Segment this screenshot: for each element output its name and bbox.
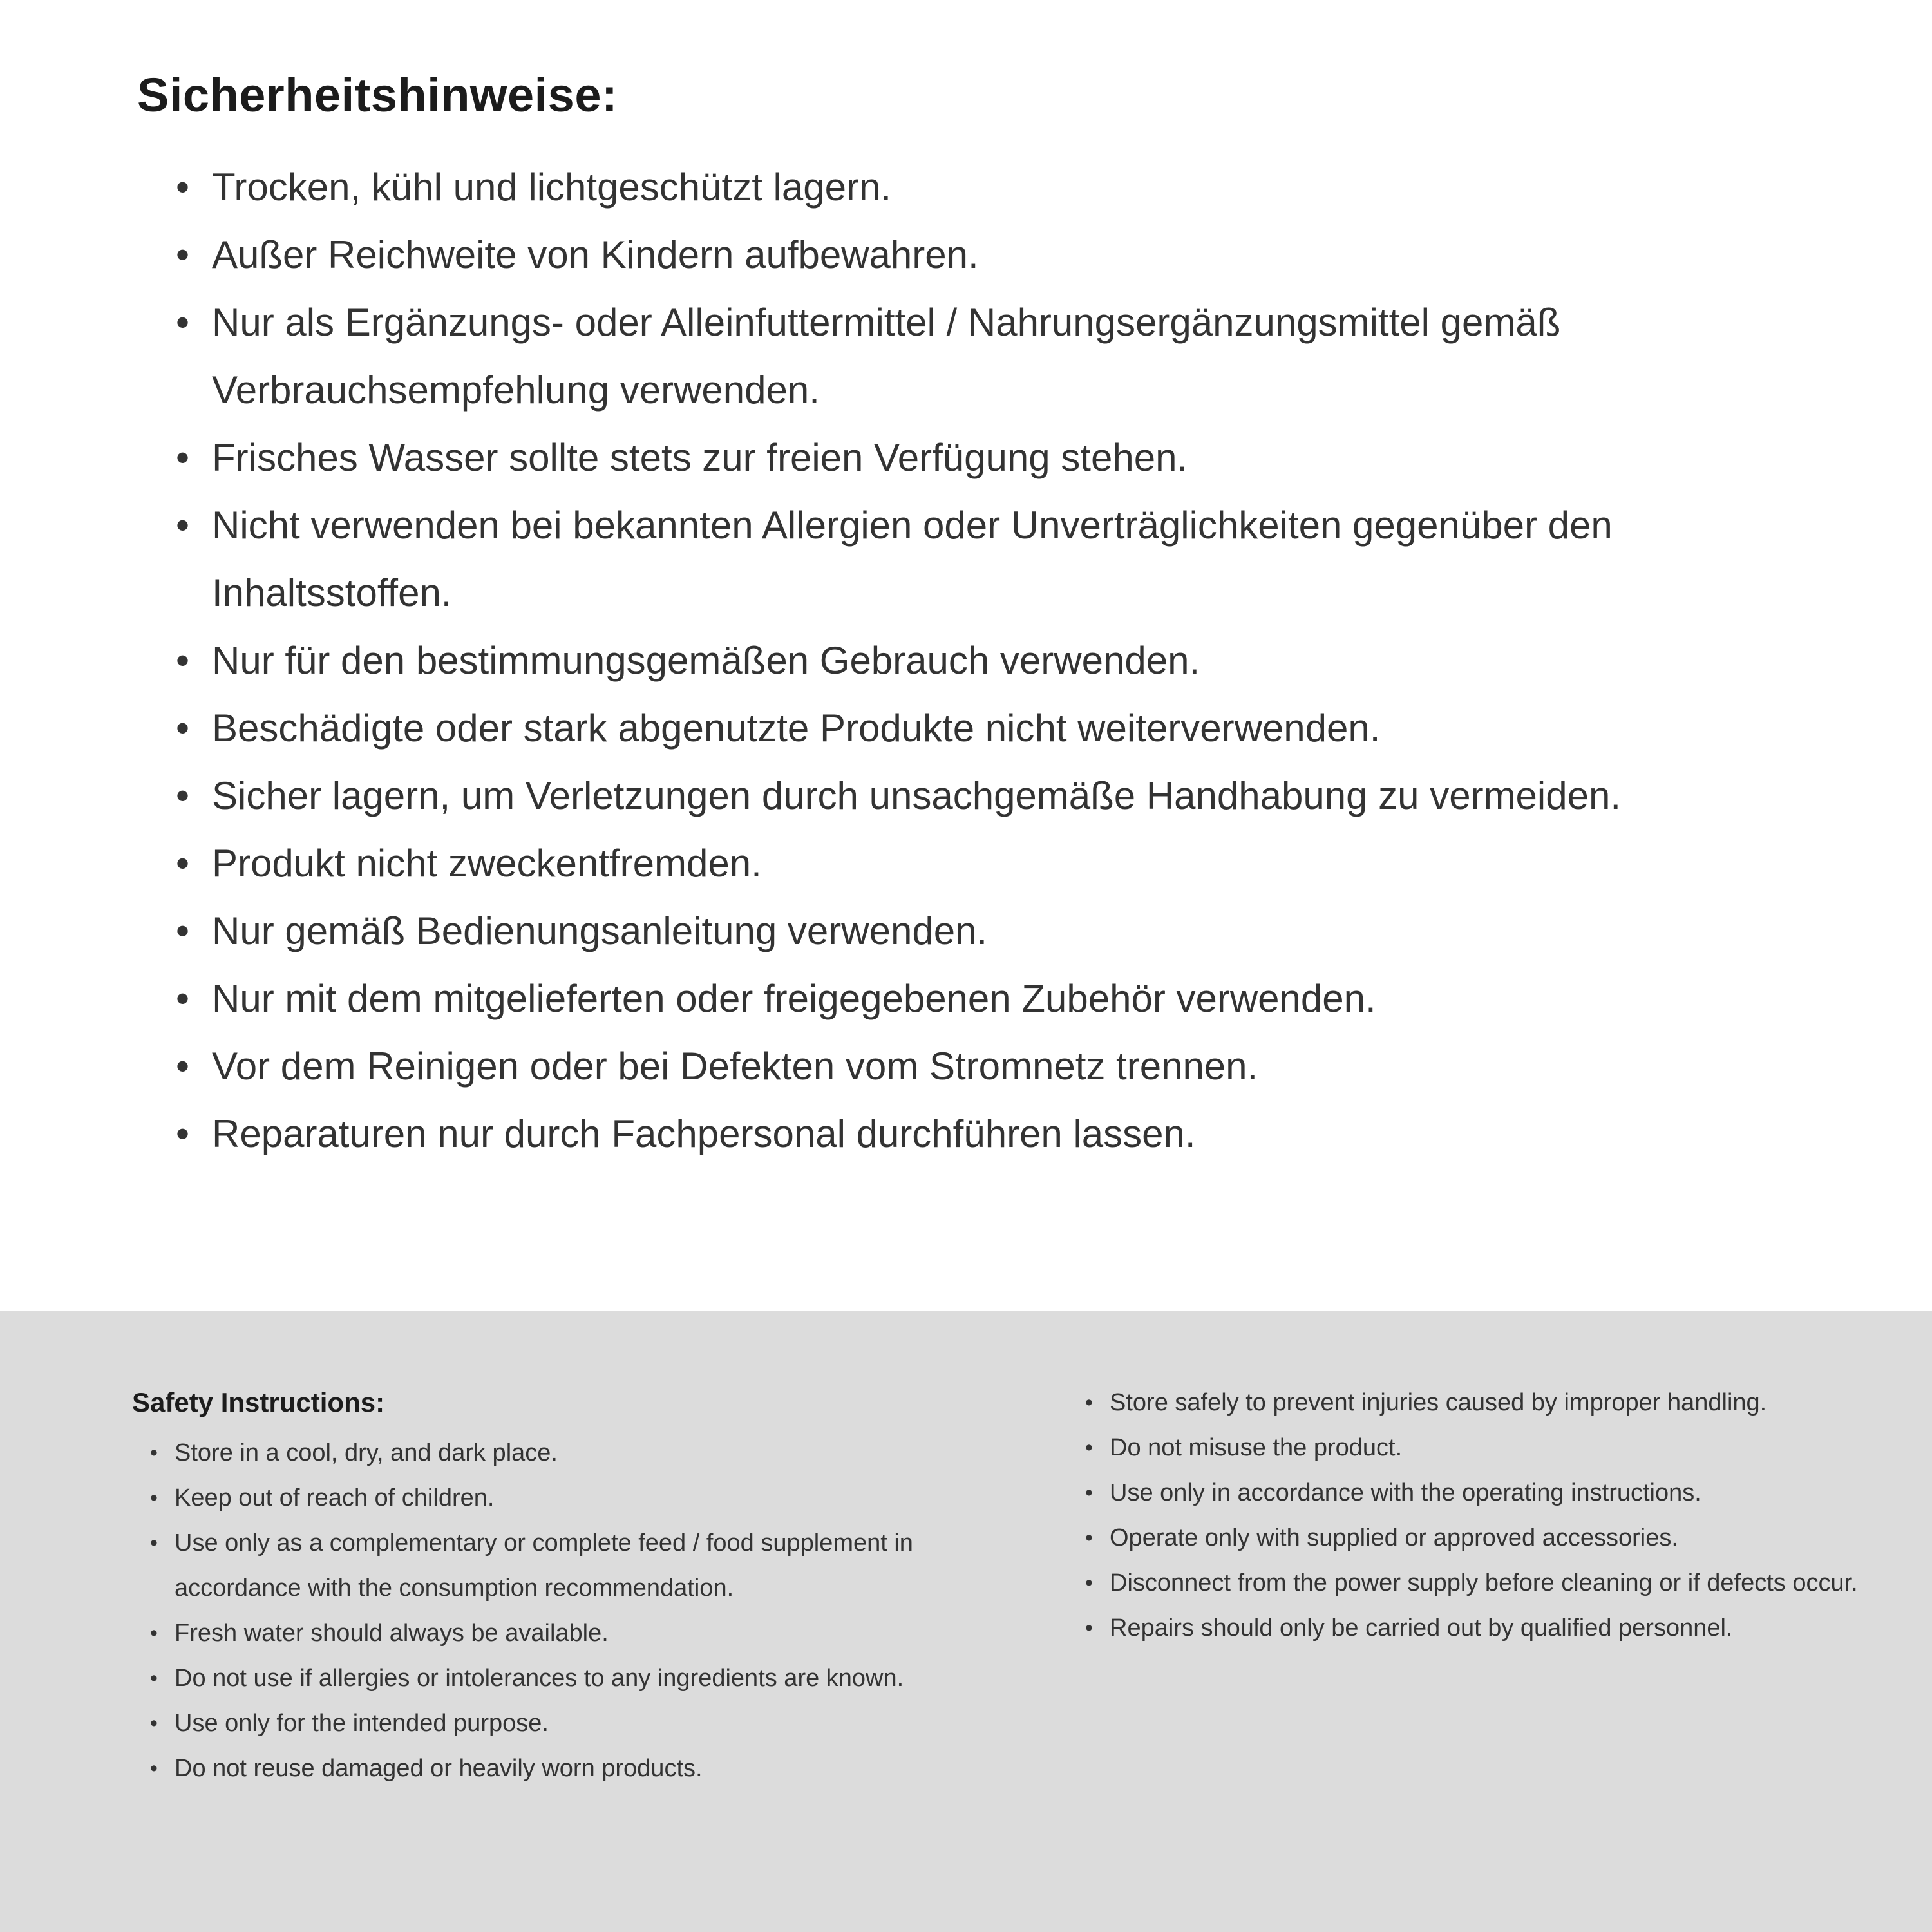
german-list-item [176,424,1816,491]
german-list-item [176,627,1816,694]
german-list-item [176,762,1816,829]
german-list-item-text: Nur mit dem mitgelieferten oder freigegebenen Zubehör verwenden. [212,977,1376,1020]
english-list-item-text: Use only as a complementary or complete feed / food supplement in accordance with the consumption recommendation. [175,1530,913,1602]
english-instruction-list-right [1085,1380,1916,1651]
german-list-item-text: Nur gemäß Bedienungsanleitung verwenden. [212,909,988,952]
english-list-item [150,1520,989,1611]
german-list-item [176,289,1816,424]
german-list-item-text: Trocken, kühl und lichtgeschützt lagern. [212,166,892,209]
english-list-item [150,1656,989,1701]
german-list-item-text: Frisches Wasser sollte stets zur freien Verfügung stehen. [212,436,1188,479]
german-list-item-text: Außer Reichweite von Kindern aufbewahren. [212,233,979,276]
english-section-title: Safety Instructions: [132,1387,385,1417]
english-list-item-text: Keep out of reach of children. [175,1484,495,1511]
german-list-item [176,694,1816,762]
english-list-item-text: Do not misuse the product. [1110,1434,1403,1461]
german-list-item [176,965,1816,1032]
german-list-item [176,829,1816,897]
german-list-item-text: Sicher lagern, um Verletzungen durch unsachgemäße Handhabung zu vermeiden. [212,774,1622,817]
english-list-item [150,1430,989,1475]
english-list-item [1085,1560,1916,1605]
german-list-item [176,1100,1816,1168]
english-section [0,1311,1932,1932]
english-list-item [150,1701,989,1746]
german-section-title: Sicherheitshinweise: [137,68,618,122]
english-list-item-text: Do not reuse damaged or heavily worn products. [175,1755,703,1782]
german-list-item [176,1032,1816,1100]
english-list-item-text: Repairs should only be carried out by qualified personnel. [1110,1615,1733,1642]
english-list-item-text: Disconnect from the power supply before cleaning or if defects occur. [1110,1569,1858,1596]
english-list-item [150,1475,989,1520]
english-instruction-list-left [132,1430,989,1791]
german-list-item-text: Vor dem Reinigen oder bei Defekten vom Stromnetz trennen. [212,1045,1258,1088]
english-list-item-text: Store safely to prevent injuries caused by improper handling. [1110,1389,1767,1416]
english-list-item-text: Use only for the intended purpose. [175,1710,549,1737]
english-list-item [150,1746,989,1791]
english-list-item [1085,1470,1916,1515]
english-list-item-text: Operate only with supplied or approved accessories. [1110,1524,1678,1551]
english-list-item [150,1611,989,1656]
german-instruction-list [137,153,1816,1168]
german-list-item-text: Produkt nicht zweckentfremden. [212,842,762,885]
german-list-item [176,153,1816,221]
german-list-item-text: Nur als Ergänzungs- oder Alleinfuttermittel / Nahrungsergänzungsmittel gemäß Verbrauchsempfehlung verwenden. [212,301,1561,412]
english-list-item-text: Fresh water should always be available. [175,1620,609,1647]
english-right-column [1085,1380,1916,1906]
english-list-item-text: Do not use if allergies or intolerances to any ingredients are known. [175,1665,904,1692]
english-list-item [1085,1425,1916,1470]
english-list-item-text: Use only in accordance with the operating instructions. [1110,1479,1701,1506]
english-left-column [132,1380,989,1906]
german-list-item-text: Nur für den bestimmungsgemäßen Gebrauch verwenden. [212,639,1200,682]
german-list-item [176,491,1816,627]
german-list-item [176,897,1816,965]
english-list-item [1085,1380,1916,1425]
english-list-item [1085,1515,1916,1560]
german-list-item-text: Reparaturen nur durch Fachpersonal durchführen lassen. [212,1112,1196,1155]
german-list-item [176,221,1816,289]
german-list-item-text: Beschädigte oder stark abgenutzte Produkte nicht weiterverwenden. [212,706,1381,750]
german-list-item-text: Nicht verwenden bei bekannten Allergien oder Unverträglichkeiten gegenüber den Inhaltsstoffen. [212,504,1613,614]
english-list-item-text: Store in a cool, dry, and dark place. [175,1439,558,1466]
english-list-item [1085,1605,1916,1651]
